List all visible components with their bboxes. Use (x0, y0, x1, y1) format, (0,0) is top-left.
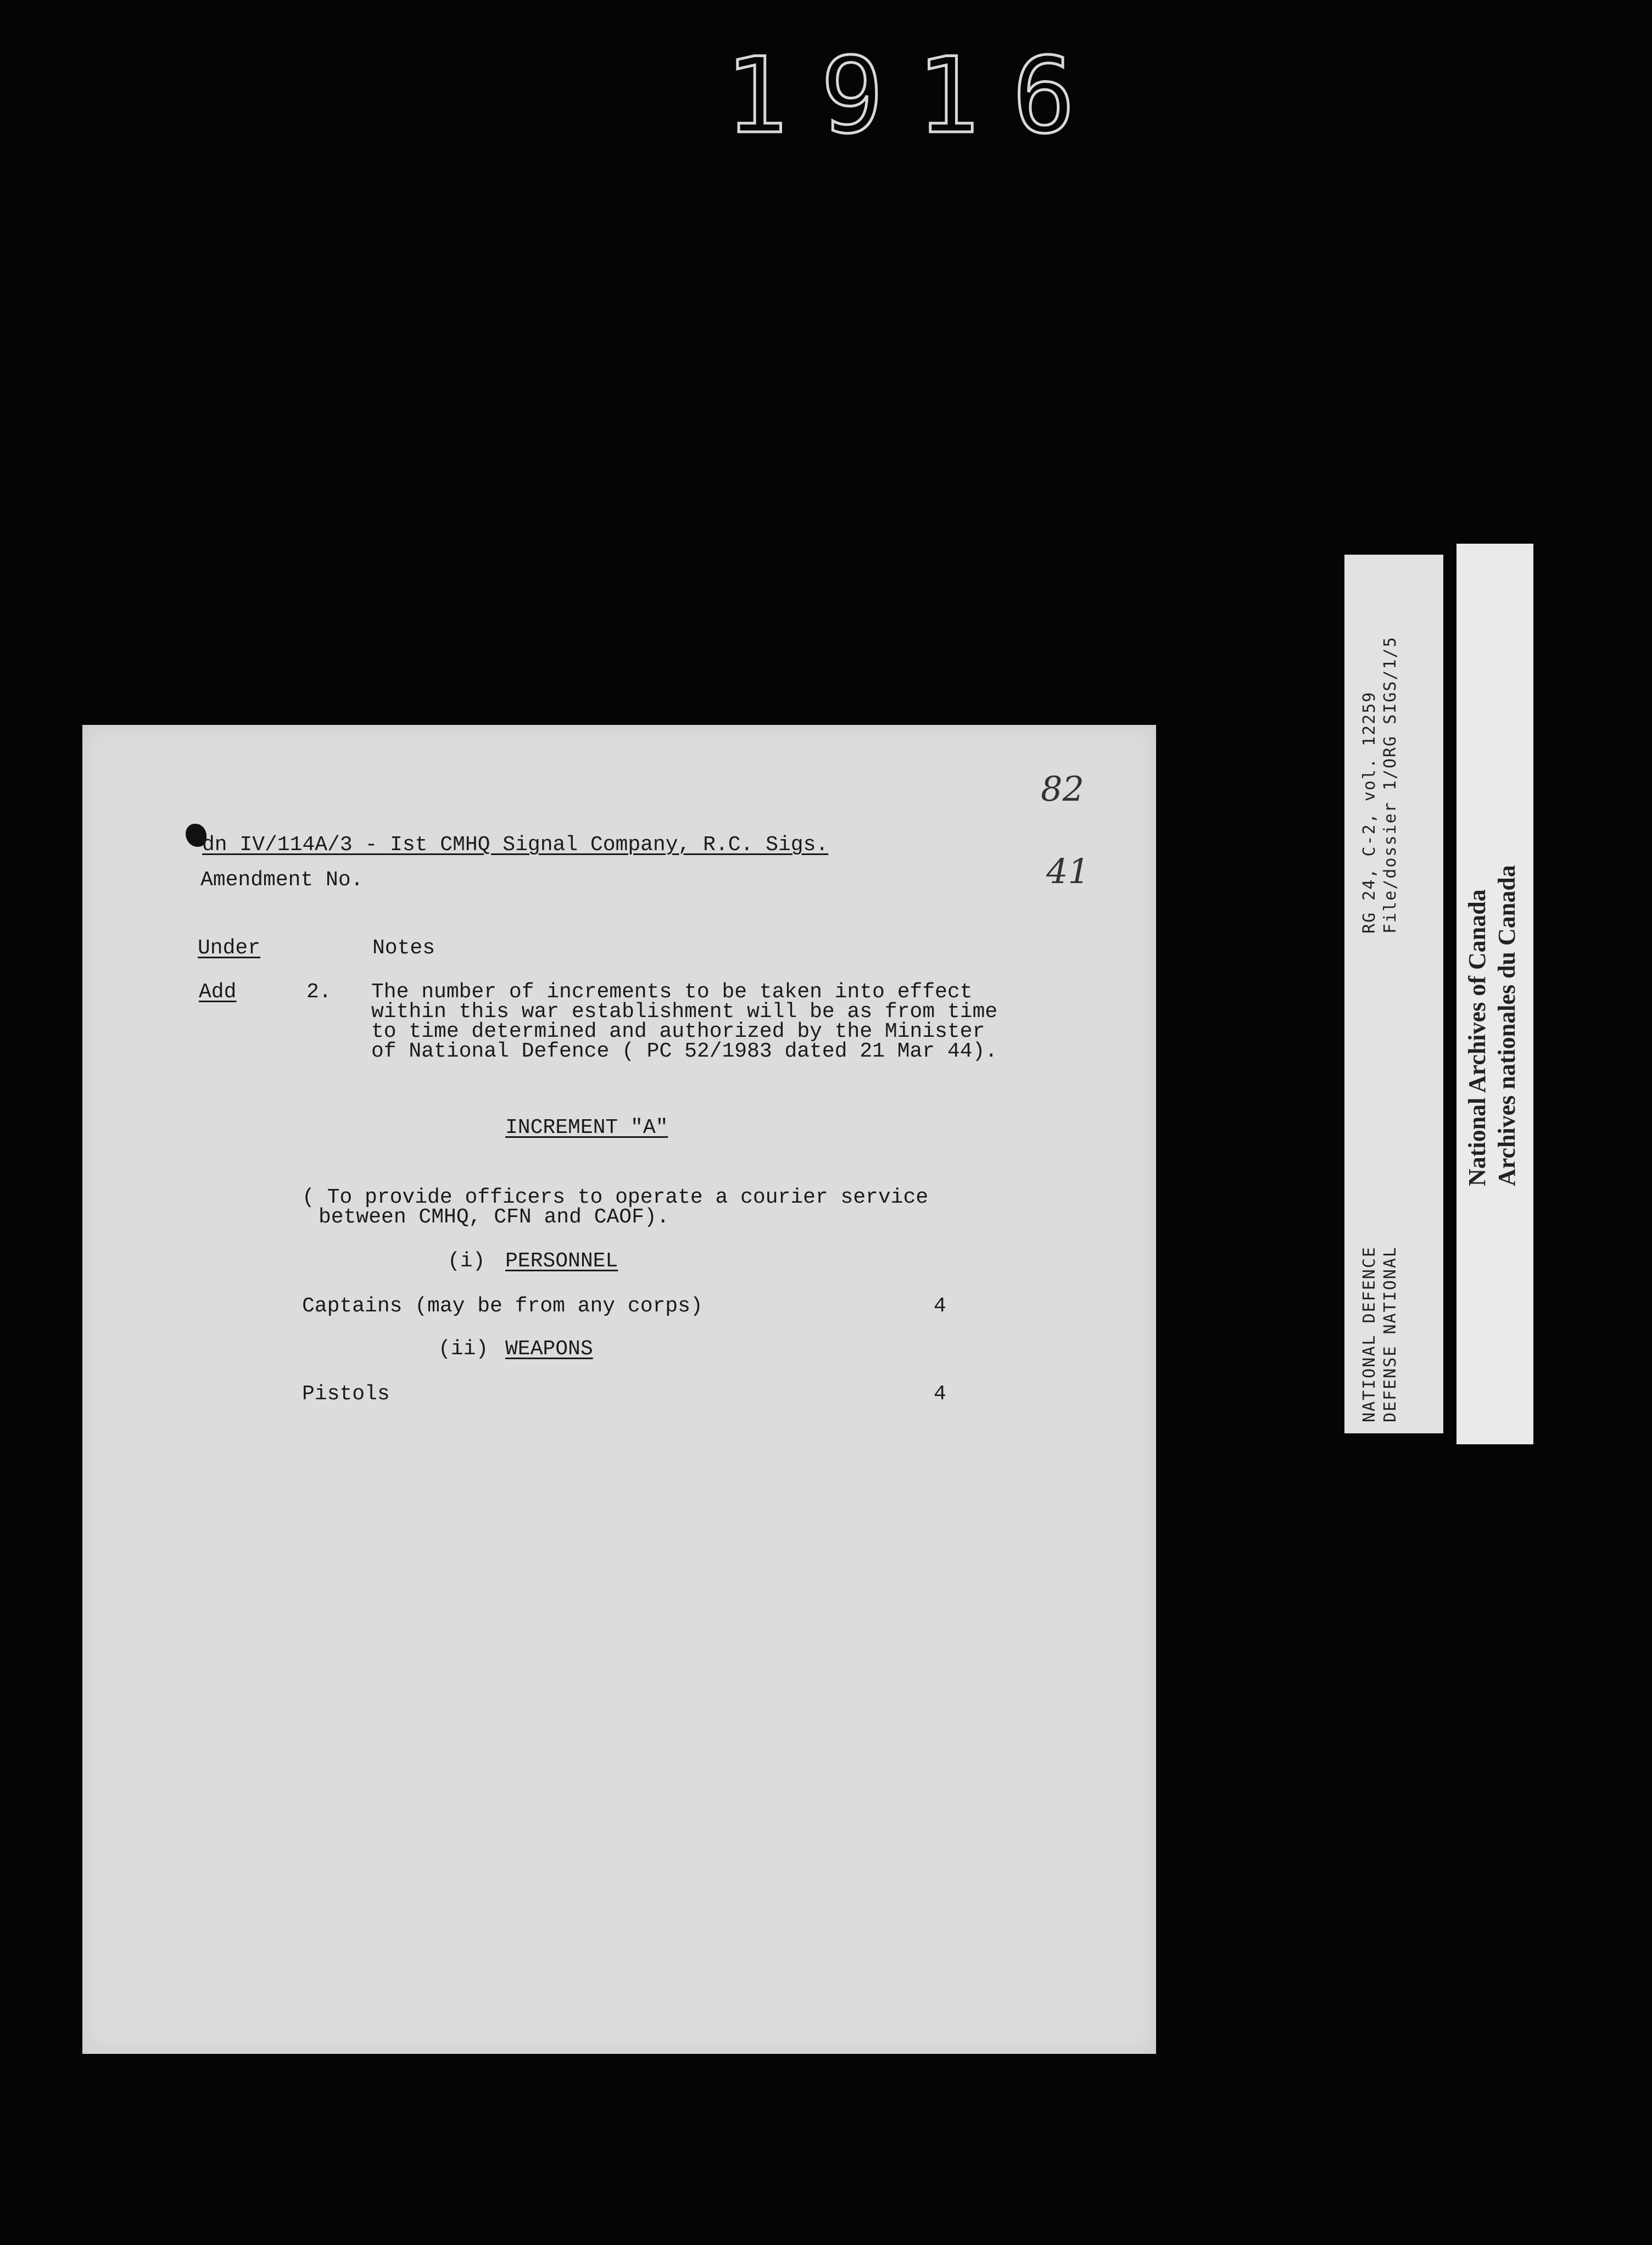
weapons-number: (ii) (438, 1337, 489, 1361)
pistols-label: Pistols (302, 1382, 390, 1406)
archives-name-fr: Archives nationales du Canada (1493, 865, 1520, 1186)
personnel-heading: PERSONNEL (505, 1249, 618, 1273)
captains-quantity: 4 (934, 1294, 946, 1318)
paragraph-line: The number of increments to be taken into effect (371, 980, 973, 1004)
paragraph-line: within this war establishment will be as from time (371, 1000, 998, 1024)
purpose-line: ( To provide officers to operate a courier service (302, 1186, 929, 1209)
document-page (82, 725, 1156, 2054)
paragraph-line: to time determined and authorized by the Minister (371, 1020, 985, 1043)
archives-canada-label (1456, 544, 1533, 1444)
add-label: Add (199, 980, 237, 1004)
amendment-line: Amendment No. (200, 868, 364, 892)
column-under: Under (198, 936, 261, 960)
weapons-heading: WEAPONS (505, 1337, 593, 1361)
reference-line: RG 24, C-2, vol. 12259 (1360, 691, 1379, 934)
department-line: NATIONAL DEFENCE (1360, 1246, 1379, 1422)
column-notes: Notes (372, 936, 436, 960)
archives-name-en: National Archives of Canada (1464, 889, 1491, 1186)
paragraph-line: of National Defence ( PC 52/1983 dated 21 Mar 44). (371, 1040, 998, 1063)
captains-label: Captains (may be from any corps) (302, 1294, 703, 1318)
frame-number: 1916 (725, 35, 1108, 157)
handwritten-folio: 41 (1046, 851, 1090, 891)
pistols-quantity: 4 (934, 1382, 946, 1406)
personnel-number: (i) (448, 1249, 485, 1273)
department-line: DEFENSE NATIONAL (1381, 1246, 1400, 1422)
archive-reference-label (1344, 555, 1443, 1433)
item-number: 2. (306, 980, 332, 1004)
handwritten-page-number: 82 (1041, 769, 1084, 809)
increment-title: INCREMENT "A" (505, 1116, 668, 1140)
reference-line: File/dossier 1/ORG SIGS/1/5 (1381, 636, 1400, 934)
purpose-line: between CMHQ, CFN and CAOF). (319, 1205, 669, 1229)
document-header: dn IV/114A/3 - Ist CMHQ Signal Company, R.C. Sigs. (202, 833, 829, 857)
